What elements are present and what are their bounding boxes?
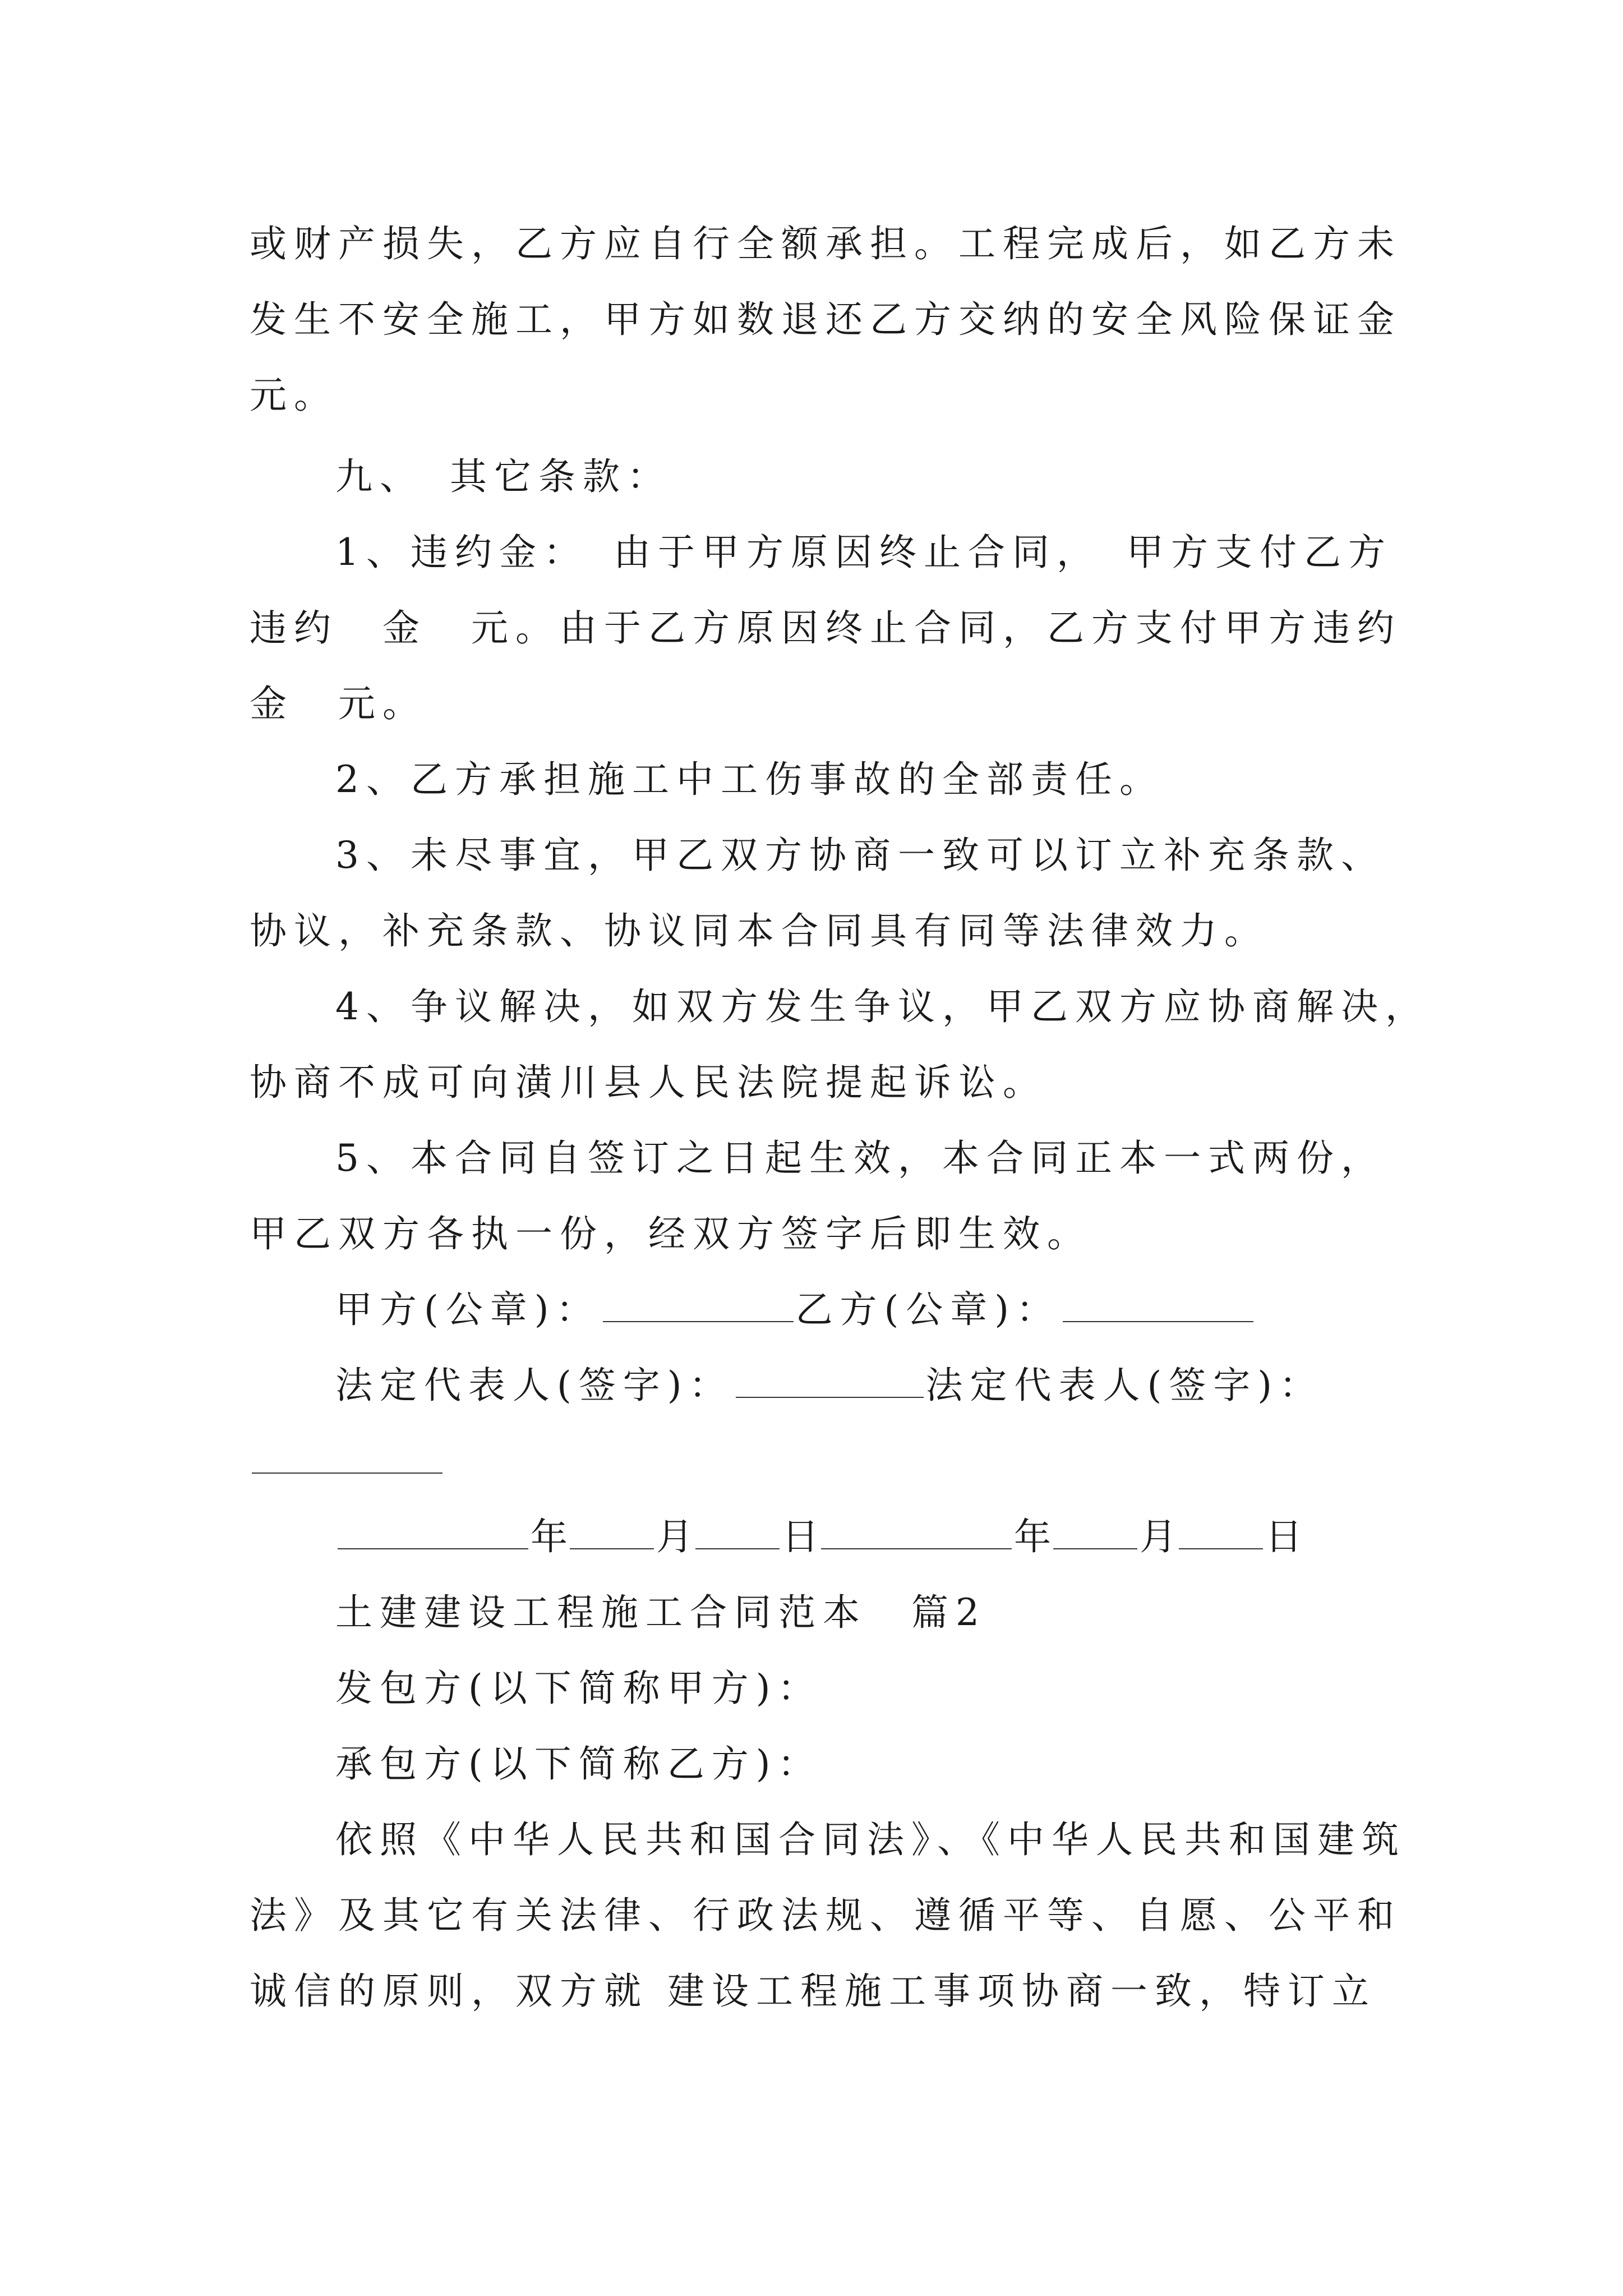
clause-item: 5、本合同自签订之日起生效，本合同正本一式两份， bbox=[335, 1137, 1385, 1180]
text-line: 违约 金 元。由于乙方原因终止合同，乙方支付甲方违约 bbox=[250, 606, 1401, 650]
year-a-blank bbox=[338, 1516, 528, 1549]
clause-item: 1、违约金： 由于甲方原因终止合同， 甲方支付乙方 bbox=[335, 531, 1393, 574]
day-b-label: 日 bbox=[1265, 1515, 1302, 1558]
day-a-label: 日 bbox=[782, 1515, 819, 1558]
month-b-blank bbox=[1053, 1516, 1137, 1549]
text-line: 法》及其它有关法律、行政法规、遵循平等、自愿、公平和 bbox=[250, 1894, 1401, 1937]
text-line: 甲乙双方各执一份，经双方签字后即生效。 bbox=[250, 1212, 1091, 1255]
rep-b-blank bbox=[252, 1440, 442, 1474]
text-line: 协议，补充条款、协议同本合同具有同等法律效力。 bbox=[250, 909, 1269, 953]
rep-a-blank bbox=[736, 1364, 924, 1398]
rep-a-label: 法定代表人(签字)： bbox=[335, 1364, 734, 1407]
text-line: 金 元。 bbox=[250, 682, 427, 725]
text-line: 元。 bbox=[250, 374, 338, 417]
employer-line: 发包方(以下简称甲方)： bbox=[335, 1667, 822, 1710]
month-b-label: 月 bbox=[1140, 1515, 1177, 1558]
day-b-blank bbox=[1179, 1516, 1263, 1549]
clause-item: 2、乙方承担施工中工伤事故的全部责任。 bbox=[335, 758, 1164, 801]
seal-line bbox=[335, 1285, 1256, 1335]
year-a-label: 年 bbox=[531, 1515, 568, 1558]
clause-item: 4、争议解决，如双方发生争议，甲乙双方应协商解决， bbox=[335, 985, 1430, 1028]
date-line bbox=[335, 1512, 1302, 1562]
month-a-label: 月 bbox=[656, 1515, 693, 1558]
section-title: 土建建设工程施工合同范本 篇2 bbox=[335, 1591, 986, 1634]
party-b-seal-label: 乙方(公章)： bbox=[795, 1288, 1061, 1331]
text-line: 发生不安全施工，甲方如数退还乙方交纳的安全风险保证金 bbox=[250, 298, 1401, 341]
text-line: 诚信的原则，双方就 建设工程施工事项协商一致，特订立 bbox=[250, 1970, 1376, 2013]
section-heading: 九、 其它条款： bbox=[335, 455, 671, 498]
text-line: 或财产损失，乙方应自行全额承担。工程完成后，如乙方未 bbox=[250, 222, 1401, 265]
party-b-seal-blank bbox=[1063, 1289, 1253, 1322]
text-line: 依照《中华人民共和国合同法》、《中华人民共和国建筑 bbox=[335, 1818, 1406, 1861]
text-line: 协商不成可向潢川县人民法院提起诉讼。 bbox=[250, 1061, 1047, 1104]
rep-b-blank-line bbox=[250, 1436, 445, 1487]
party-a-seal-blank bbox=[603, 1289, 794, 1322]
month-a-blank bbox=[570, 1516, 654, 1549]
year-b-label: 年 bbox=[1014, 1515, 1051, 1558]
party-a-seal-label: 甲方(公章)： bbox=[335, 1288, 601, 1331]
contractor-line: 承包方(以下简称乙方)： bbox=[335, 1742, 822, 1786]
year-b-blank bbox=[821, 1516, 1012, 1549]
day-a-blank bbox=[695, 1516, 780, 1549]
clause-item: 3、未尽事宜，甲乙双方协商一致可以订立补充条款、 bbox=[335, 834, 1385, 877]
rep-b-label: 法定代表人(签字)： bbox=[925, 1364, 1324, 1407]
representative-line bbox=[335, 1360, 1324, 1411]
